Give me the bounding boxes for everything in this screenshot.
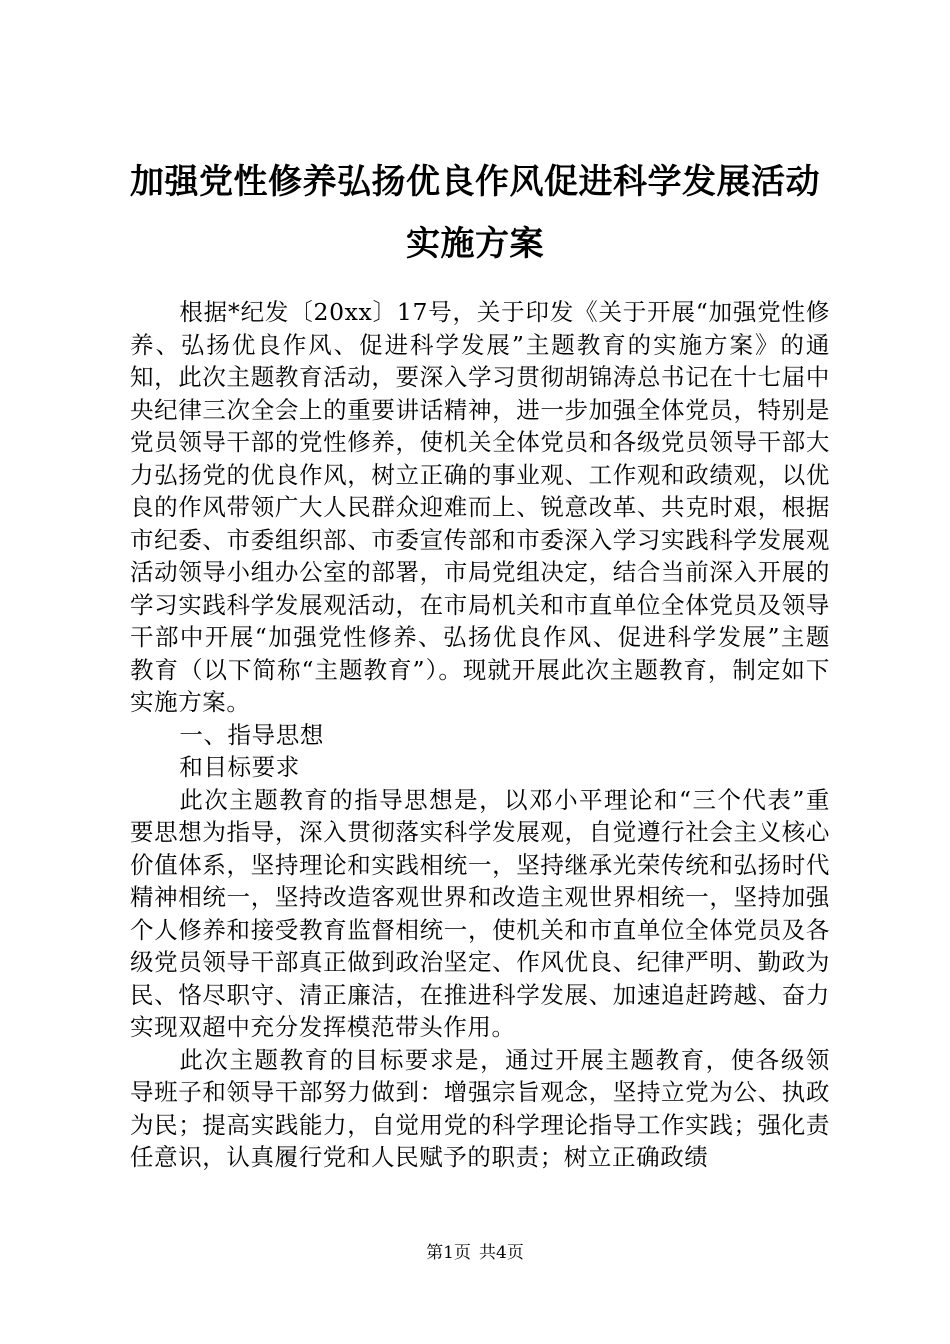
document-title-line-1: 加强党性修养弘扬优良作风促进科学发展活动	[130, 162, 820, 202]
page-footer	[0, 1242, 950, 1264]
document-title-line-2: 实施方案	[406, 224, 544, 264]
paragraph-guiding-thought: 此次主题教育的指导思想是，以邓小平理论和“三个代表”重要思想为指导，深入贯彻落实科学发展观，自觉遵行社会主义核心价值体系，坚持理论和实践相统一，坚持继承光荣传统和弘扬时代精神相统一，坚持改造客观世界和改造主观世界相统一，坚持加强个人修养和接受教育监督相统一，使机关和市直单位全体党员及各级党员领导干部真正做到政治坚定、作风优良、纪律严明、勤政为民、恪尽职守、清正廉洁，在推进科学发展、加速追赶跨越、奋力实现双超中充分发挥模范带头作用。	[130, 785, 830, 1041]
paragraph-objectives: 此次主题教育的目标要求是，通过开展主题教育，使各级领导班子和领导干部努力做到：增强宗旨观念，坚持立党为公、执政为民；提高实践能力，自觉用党的科学理论指导工作实践；强化责任意识，认真履行党和人民赋予的职责；树立正确政绩	[130, 1045, 830, 1171]
section-heading-1-cont: 和目标要求	[179, 753, 300, 781]
page-number-total: 共4页	[479, 1243, 524, 1263]
page-number-current: 第1页	[426, 1243, 471, 1263]
section-heading-1: 一、指导思想	[179, 720, 324, 749]
document-body	[130, 296, 830, 1174]
paragraph-intro: 根据*纪发〔20xx〕17号，关于印发《关于开展“加强党性修养、弘扬优良作风、促进科学发展”主题教育的实施方案》的通知，此次主题教育活动，要深入学习贯彻胡锦涛总书记在十七届中央纪律三次全会上的重要讲话精神，进一步加强全体党员，特别是党员领导干部的党性修养，使机关全体党员和各级党员领导干部大力弘扬党的优良作风，树立正确的事业观、工作观和政绩观，以优良的作风带领广大人民群众迎难而上、锐意改革、共克时艰，根据市纪委、市委组织部、市委宣传部和市委深入学习实践科学发展观活动领导小组办公室的部署，市局党组决定，结合当前深入开展的学习实践科学发展观活动，在市局机关和市直单位全体党员及领导干部中开展“加强党性修养、弘扬优良作风、促进科学发展”主题教育（以下简称“主题教育”）。现就开展此次主题教育，制定如下实施方案。	[130, 298, 830, 716]
